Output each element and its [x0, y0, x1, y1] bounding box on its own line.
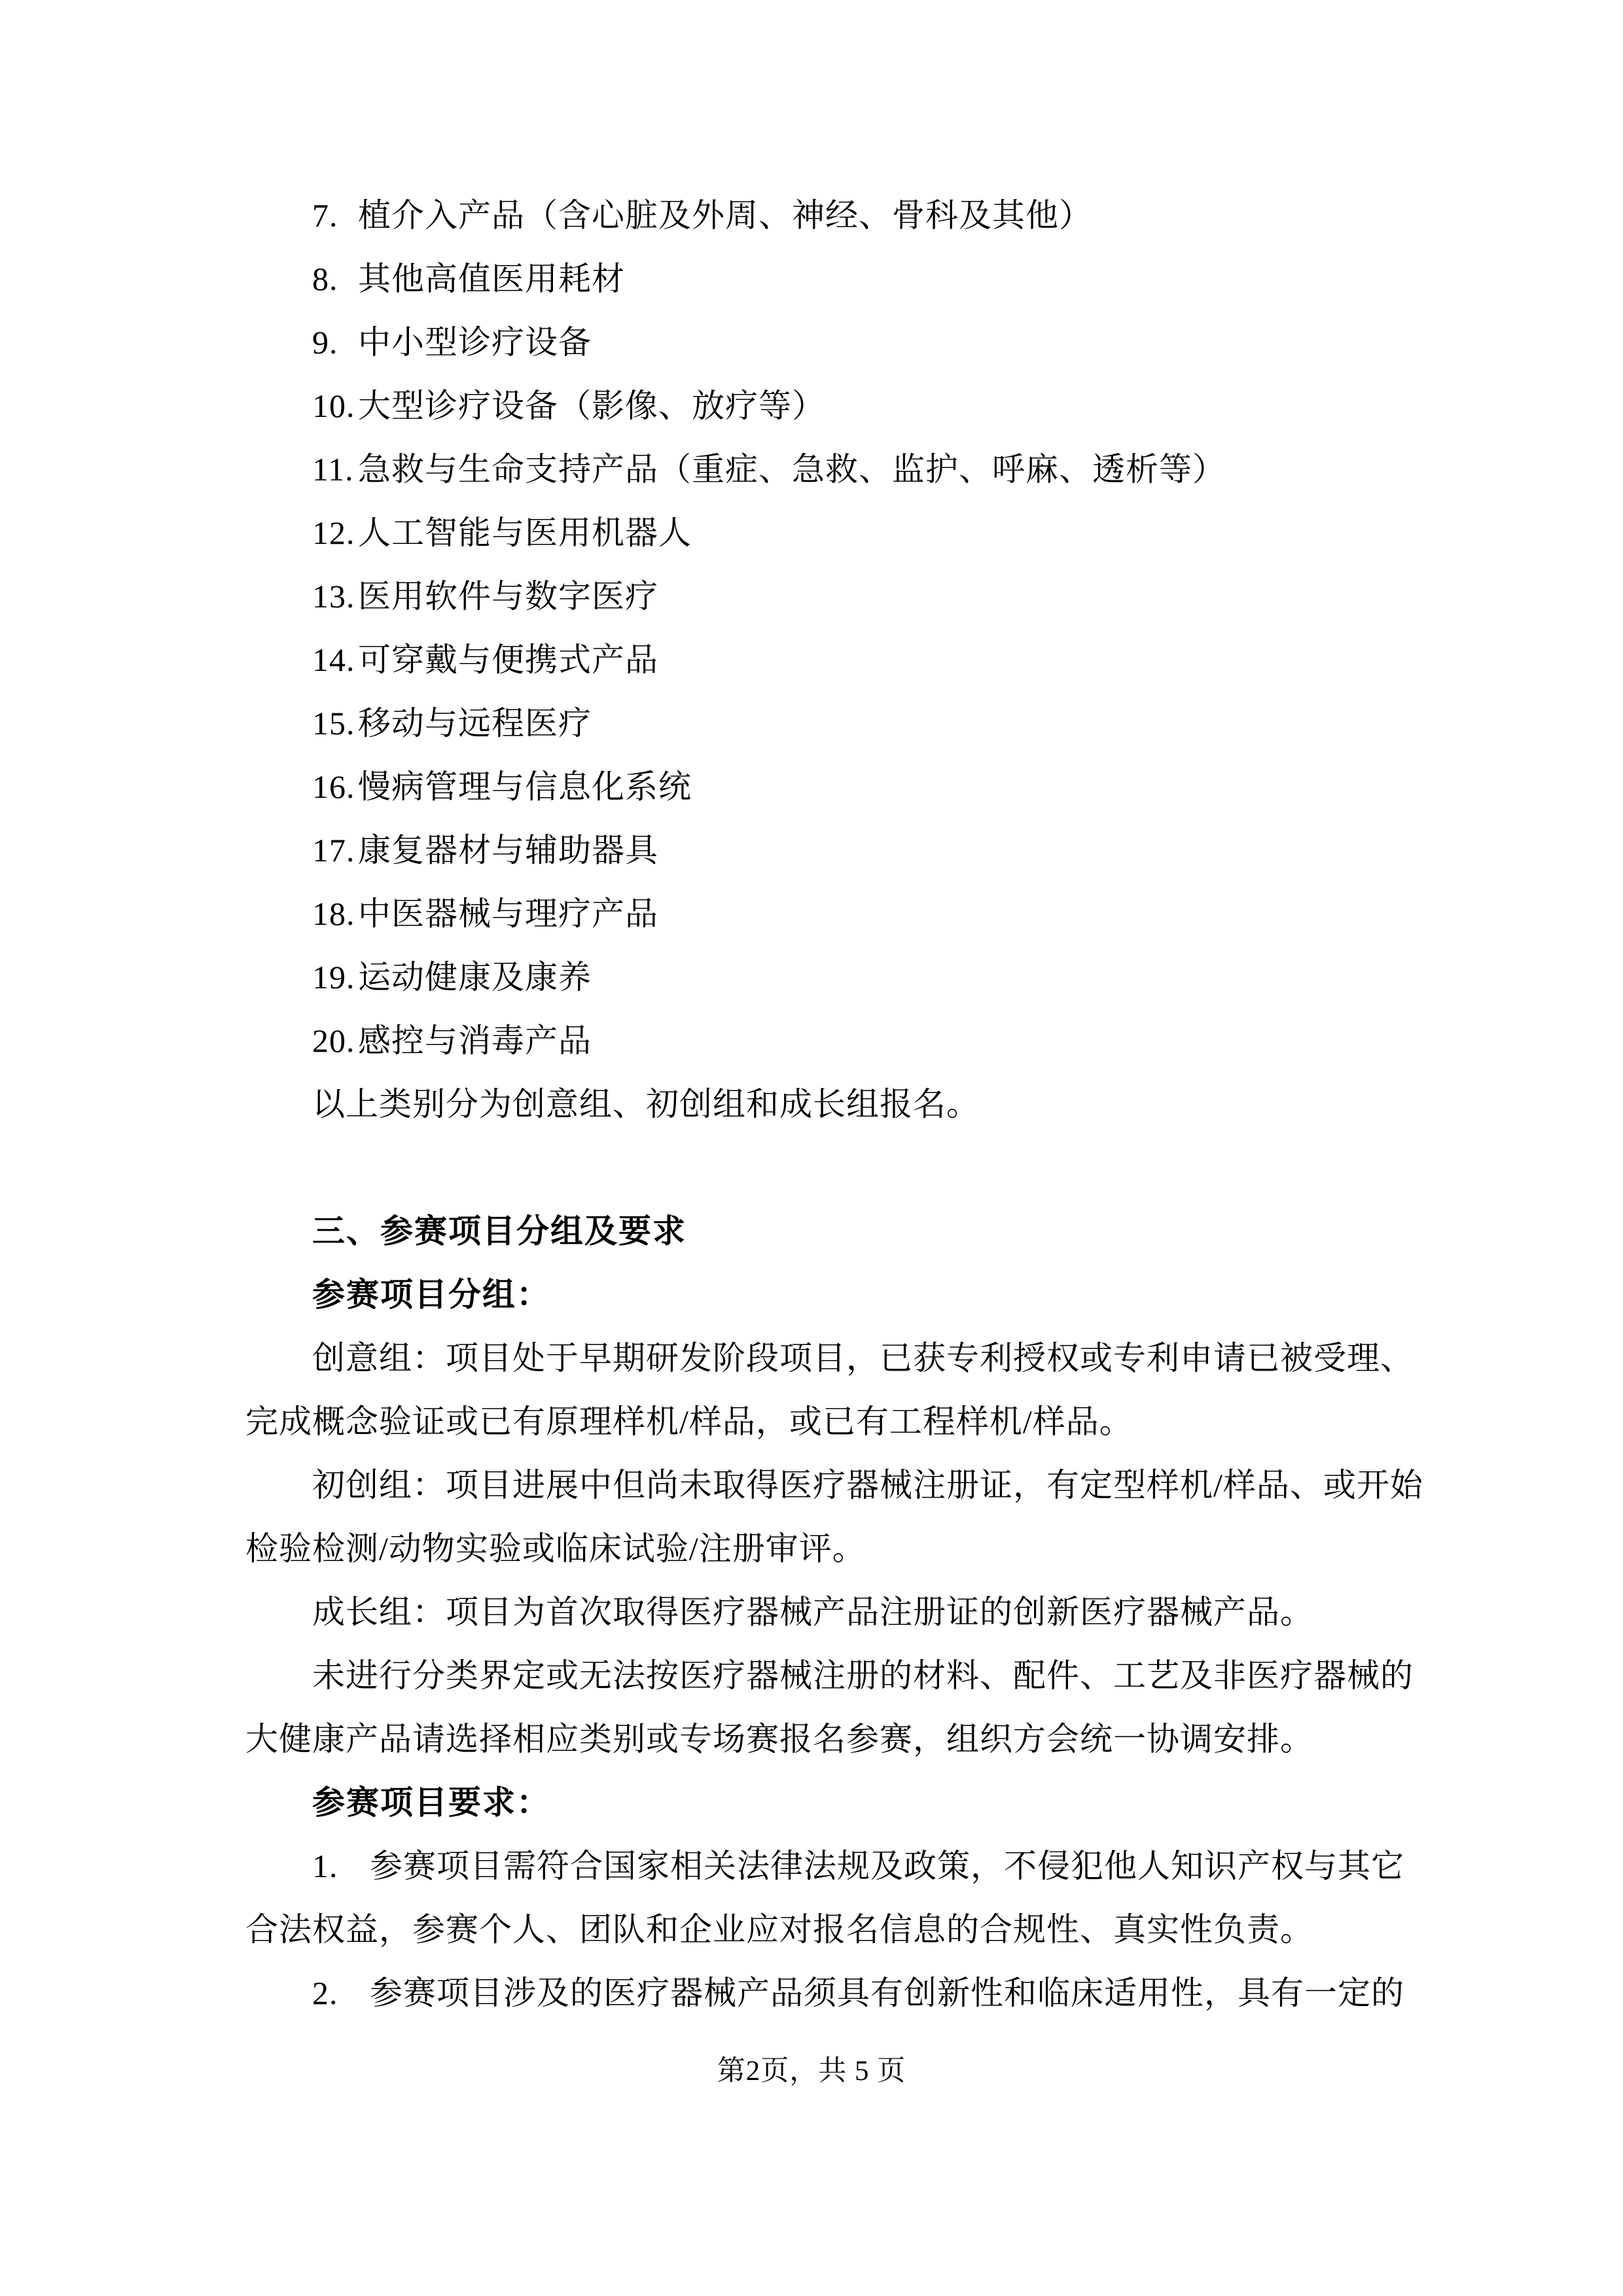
paragraph-line: 创意组：项目处于早期研发阶段项目，已获专利授权或专利申请已被受理、	[312, 1340, 1414, 1376]
list-item	[245, 819, 1410, 882]
item-text: 慢病管理与信息化系统	[358, 768, 692, 805]
text-line: 以上类别分为创意组、初创组和成长组报名。	[312, 1086, 980, 1122]
item-number: 18.	[312, 895, 355, 932]
item-text: 参赛项目涉及的医疗器械产品须具有创新性和临床适用性，具有一定的	[370, 1975, 1404, 2011]
item-text: 急救与生命支持产品（重症、急救、监护、呼麻、透析等）	[358, 451, 1226, 488]
item-text: 移动与远程医疗	[358, 705, 592, 742]
document-body	[245, 184, 1423, 2025]
item-text: 参赛项目需符合国家相关法律法规及政策，不侵犯他人知识产权与其它	[370, 1848, 1404, 1884]
paragraph-line: 初创组：项目进展中但尚未取得医疗器械注册证，有定型样机/样品、或开始	[312, 1467, 1423, 1503]
list-item	[245, 438, 1410, 501]
item-number: 14.	[312, 641, 355, 678]
item-number: 2.	[312, 1975, 338, 2011]
item-text: 运动健康及康养	[358, 959, 592, 996]
list-item	[245, 628, 1410, 692]
section-heading: 参赛项目要求：	[312, 1784, 550, 1821]
item-text: 大型诊疗设备（影像、放疗等）	[358, 387, 825, 424]
item-text: 康复器材与辅助器具	[358, 832, 658, 869]
item-number: 13.	[312, 578, 355, 615]
item-number: 8.	[312, 260, 338, 297]
item-text: 中医器械与理疗产品	[358, 895, 658, 932]
paragraph-line: 大健康产品请选择相应类别或专场赛报名参赛，组织方会统一协调安排。	[245, 1721, 1313, 1757]
item-number: 17.	[312, 832, 355, 869]
item-number: 12.	[312, 514, 355, 551]
paragraph-line: 成长组：项目为首次取得医疗器械产品注册证的创新医疗器械产品。	[312, 1594, 1313, 1630]
item-number: 16.	[312, 768, 355, 805]
paragraph-line: 检验检测/动物实验或临床试验/注册审评。	[245, 1530, 866, 1567]
item-text: 其他高值医用耗材	[358, 260, 625, 297]
page-footer: 第2页，共 5 页	[717, 2056, 906, 2087]
item-text: 植介入产品（含心脏及外周、神经、骨科及其他）	[358, 197, 1092, 234]
item-number: 1.	[312, 1848, 338, 1884]
list-item	[245, 882, 1410, 946]
list-item	[245, 374, 1410, 438]
list-item	[245, 311, 1410, 374]
item-text: 人工智能与医用机器人	[358, 514, 692, 551]
item-number: 19.	[312, 959, 355, 996]
blank-line	[245, 1136, 1410, 1200]
list-item	[245, 501, 1410, 565]
item-text: 感控与消毒产品	[358, 1022, 592, 1059]
list-item	[245, 565, 1410, 628]
item-number: 20.	[312, 1022, 355, 1059]
item-text: 可穿戴与便携式产品	[358, 641, 658, 678]
paragraph-line: 完成概念验证或已有原理样机/样品，或已有工程样机/样品。	[245, 1403, 1133, 1440]
list-item	[245, 692, 1410, 755]
section-heading: 三、参赛项目分组及要求	[312, 1213, 687, 1249]
requirement-item	[245, 1962, 1410, 2025]
section-heading: 参赛项目分组：	[312, 1276, 550, 1313]
list-item	[245, 247, 1410, 311]
item-text: 医用软件与数字医疗	[358, 578, 658, 615]
requirement-item	[245, 1835, 1410, 1898]
list-item	[245, 1009, 1410, 1073]
item-text: 中小型诊疗设备	[358, 324, 592, 361]
list-item	[245, 184, 1410, 247]
item-number: 9.	[312, 324, 338, 361]
item-number: 7.	[312, 197, 338, 234]
paragraph-line: 未进行分类界定或无法按医疗器械注册的材料、配件、工艺及非医疗器械的	[312, 1657, 1414, 1694]
item-number: 10.	[312, 387, 355, 424]
paragraph-line: 合法权益，参赛个人、团队和企业应对报名信息的合规性、真实性负责。	[245, 1911, 1313, 1948]
item-number: 11.	[312, 451, 354, 488]
list-item	[245, 755, 1410, 819]
item-number: 15.	[312, 705, 355, 742]
list-item	[245, 946, 1410, 1009]
